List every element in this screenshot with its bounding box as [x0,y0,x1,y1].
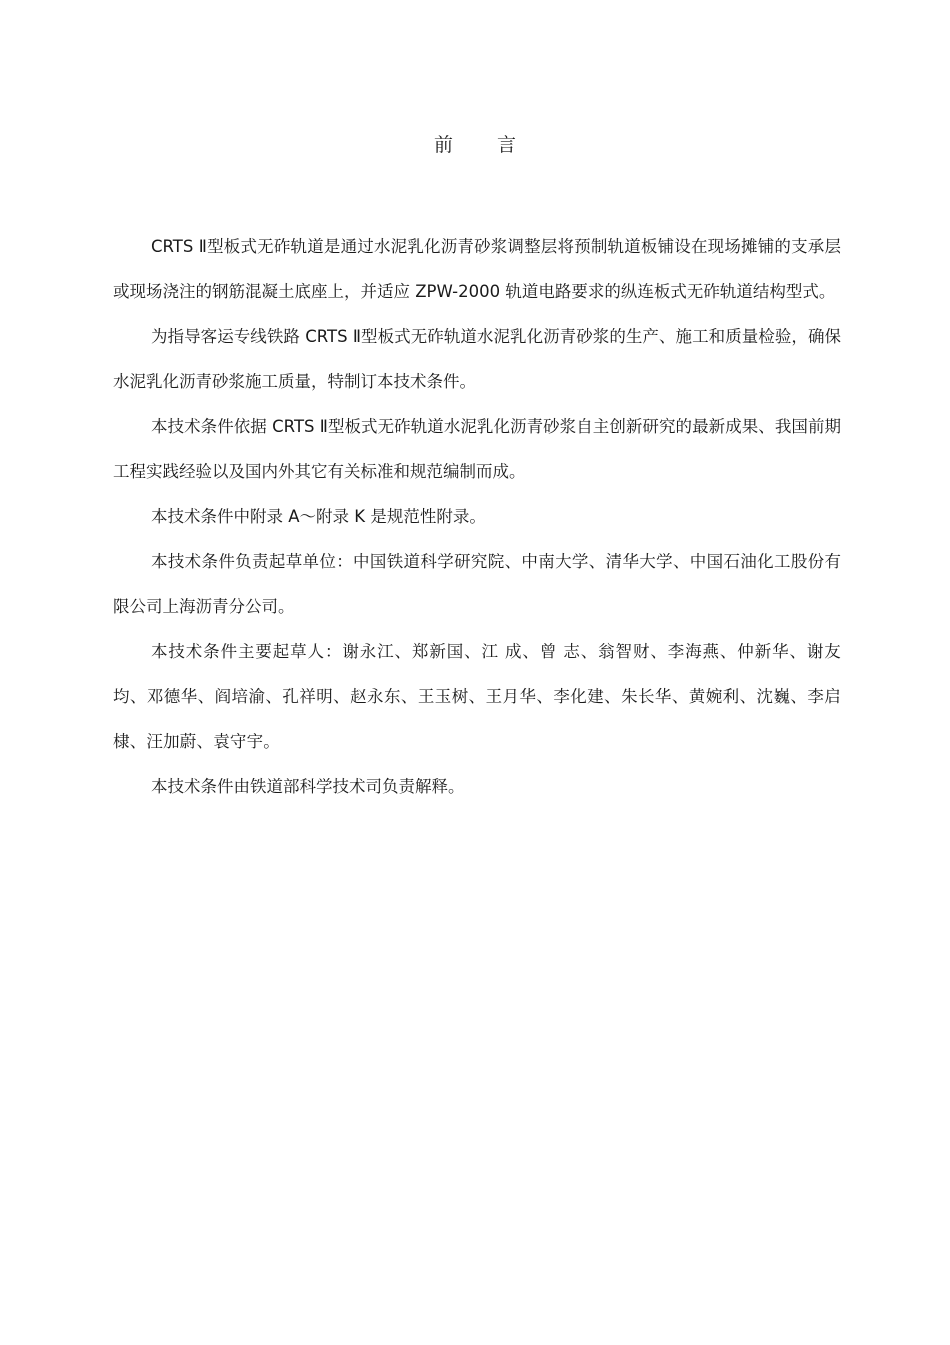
preface-body [113,224,841,809]
page-title [0,130,950,157]
paragraph-drafting-units: 本技术条件负责起草单位：中国铁道科学研究院、中南大学、清华大学、中国石油化工股份有限公司上海沥青分公司。 [113,552,841,616]
paragraph-appendix: 本技术条件中附录 A～附录 K 是规范性附录。 [151,507,486,526]
paragraph-intro: CRTS Ⅱ型板式无砟轨道是通过水泥乳化沥青砂浆调整层将预制轨道板铺设在现场摊铺的支承层或现场浇注的钢筋混凝土底座上，并适应 ZPW-2000 轨道电路要求的纵连板式无砟轨道结构型式。 [113,237,841,301]
title-char-2: 言 [497,134,517,156]
paragraph-purpose: 为指导客运专线铁路 CRTS Ⅱ型板式无砟轨道水泥乳化沥青砂浆的生产、施工和质量检验，确保水泥乳化沥青砂浆施工质量，特制订本技术条件。 [113,327,841,391]
paragraph-basis: 本技术条件依据 CRTS Ⅱ型板式无砟轨道水泥乳化沥青砂浆自主创新研究的最新成果、我国前期工程实践经验以及国内外其它有关标准和规范编制而成。 [113,417,841,481]
paragraph-drafters: 本技术条件主要起草人：谢永江、郑新国、江 成、曾 志、翁智财、李海燕、仲新华、谢友均、邓德华、阎培渝、孔祥明、赵永东、王玉树、王月华、李化建、朱长华、黄婉利、沈巍、李启棣、汪加蔚、袁守宇。 [113,642,841,751]
paragraph-interpretation: 本技术条件由铁道部科学技术司负责解释。 [151,777,465,796]
title-char-1: 前 [433,134,453,156]
